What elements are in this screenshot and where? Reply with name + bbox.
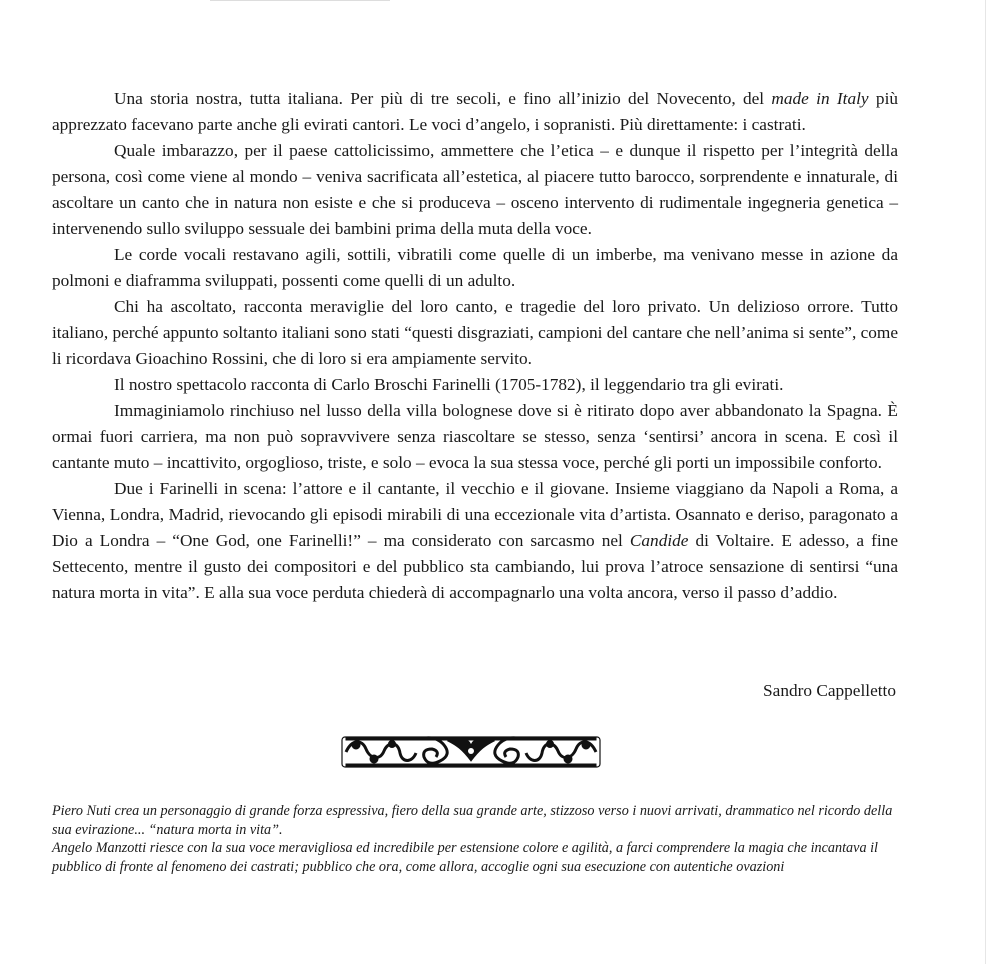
made-in-italy-phrase: made in Italy: [771, 89, 869, 108]
essay-paragraph-3: Le corde vocali restavano agili, sottili, vibratili come quelle di un imberbe, ma venivano messe in azione da polmoni e diaframma sviluppati, possenti come quelli di un adulto.: [52, 245, 898, 290]
review-angelo-manzotti: Angelo Manzotti riesce con la sua voce meravigliosa ed incredibile per estensione colore e agilità, a farci comprendere la magia che incantava il pubblico di fronte al fenomeno dei castrati; pubblico che ora, come allora, accoglie ogni sua esecuzione con autentiche ovazioni: [52, 840, 878, 875]
scan-edge-mark: [210, 0, 390, 1]
press-reviews: [52, 802, 898, 876]
essay-paragraph-2: Quale imbarazzo, per il paese cattolicissimo, ammettere che l’etica – e dunque il rispetto per l’integrità della persona, così come viene al mondo – veniva sacrificata all’estetica, al piacere tutto barocco, sorprendente e innaturale, di ascoltare un canto che in natura non esiste e che si produceva – osceno intervento di rudimentale ingegneria genetica – intervenendo sullo sviluppo sessuale dei bambini prima della muta della voce.: [52, 141, 898, 238]
essay-paragraph-5: Il nostro spettacolo racconta di Carlo Broschi Farinelli (1705-1782), il leggendario tra gli evirati.: [114, 375, 784, 394]
essay-paragraph-6: Immaginiamolo rinchiuso nel lusso della villa bolognese dove si è ritirato dopo aver abbandonato la Spagna. È ormai fuori carriera, ma non può sopravvivere senza riascoltare se stesso, senza ‘sentirsi’ ancora in scena. E così il cantante muto – incattivito, orgoglioso, triste, e solo – evoca la sua stessa voce, perché gli porti un impossibile conforto.: [52, 401, 898, 472]
decorative-scroll-ornament-icon: [340, 731, 602, 773]
essay-paragraph-1: Una storia nostra, tutta italiana. Per più di tre secoli, e fino all’inizio del Novecento, del made in Italy più apprezzato facevano parte anche gli evirati cantori. Le voci d’angelo, i sopranisti. Più direttamente: i castrati.: [52, 89, 899, 134]
essay-paragraph-7: Due i Farinelli in scena: l’attore e il cantante, il vecchio e il giovane. Insieme viaggiano da Napoli a Roma, a Vienna, Londra, Madrid, rievocando gli episodi mirabili di una eccezionale vita d’artista. Osannato e deriso, paragonato a Dio a Londra – “One God, one Farinelli!” – ma considerato con sarcasmo nel Candide di Voltaire. E adesso, a fine Settecento, mentre il gusto dei compositori e del pubblico sta cambiando, lui prova l’atroce sensazione di sentirsi “una natura morta in vita”. E alla sua voce perduta chiederà di accompagnarlo una volta ancora, verso il passo d’addio.: [52, 479, 898, 602]
review-piero-nuti: Piero Nuti crea un personaggio di grande forza espressiva, fiero della sua grande arte, stizzoso verso i nuovi arrivati, drammatico nel ricordo della sua evirazione... “natura morta in vita”.: [52, 803, 893, 838]
author-signature: Sandro Cappelletto: [763, 681, 896, 700]
essay-body: [52, 86, 898, 606]
essay-paragraph-4: Chi ha ascoltato, racconta meraviglie del loro canto, e tragedie del loro privato. Un delizioso orrore. Tutto italiano, perché appunto soltanto italiani sono stati “questi disgraziati, campioni del cantare che nell’anima si sente”, come li ricordava Gioachino Rossini, che di loro si era ampiamente servito.: [52, 297, 899, 368]
candide-title: Candide: [629, 531, 689, 550]
